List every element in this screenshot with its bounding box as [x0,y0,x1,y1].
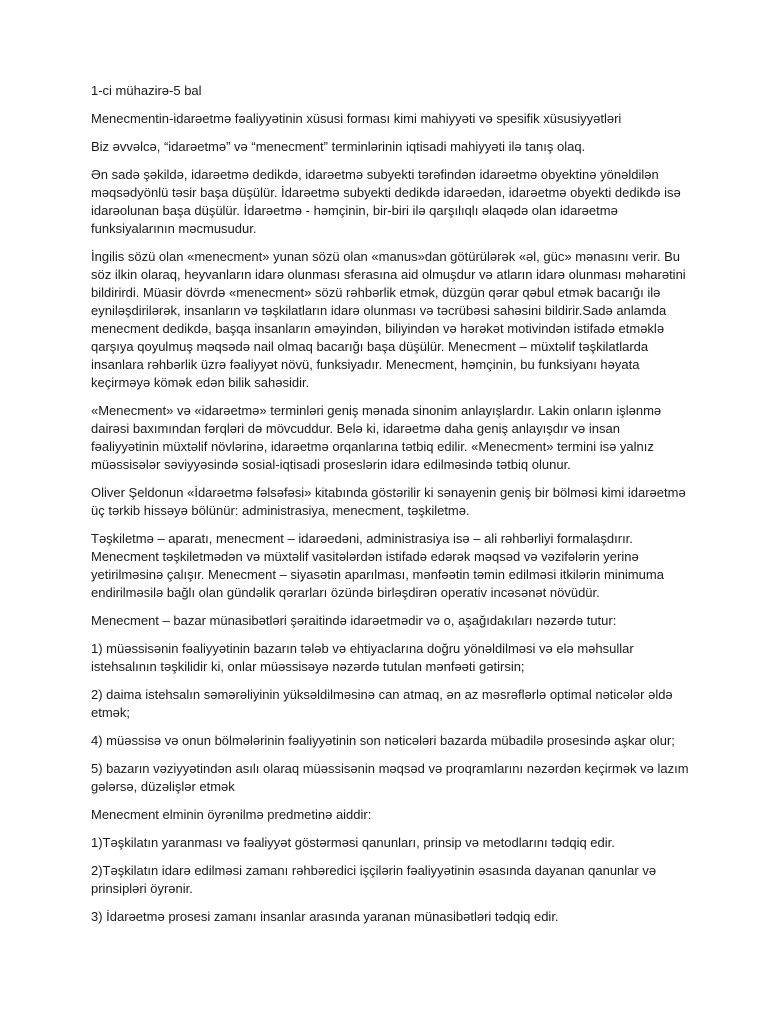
paragraph: Təşkiletmə – aparatı, menecment – idarəedəni, administrasiya isə – ali rəhbərliyi formalaşdırır. Menecment təşkiletmədən və müxtəlif vasitələrdən istifadə edərək məqsəd və vəzifələrin yerinə yetirilməsinə çalışır. Menecment – siyasətin aparılması, mənfəətin təmin edilməsi itkilərin minimuma endirilməsilə bağlı olan gündəlik qərarları özündə birləşdirən operativ incəsənət növüdür. [91,531,664,600]
list-item: 3) İdarəetmə prosesi zamanı insanlar arasında yaranan münasibətləri tədqiq edir. [91,909,559,924]
paragraph: İngilis sözü olan «menecment» yunan sözü olan «manus»dan götürülərək «əl, güc» mənasını verir. Bu söz ilkin olaraq, heyvanların idarə olunması sferasına aid olmuşdur və atların idarə olunması məharətini bildirirdi. Müasir dövrdə «menecment» sözü rəhbərlik etmək, düzgün qərar qəbul etmək bacarığı ilə eyniləşdirilərək, insanların və təşkilatların idarə olunması və təcrübəsi sahəsini bildirir.Sadə anlamda menecment dedikdə, başqa insanların əməyindən, biliyindən və hərəkət motivindən istifadə etməklə qarşıya qoyulmuş məqsədə nail olmaq bacarığı başa düşülür. Menecment – müxtəlif təşkilatlarda insanlara rəhbərlik üzrə fəaliyyət növü, funksiyadır. Menecment, həmçinin, bu funksiyanı həyata keçirməyə kömək edən bilik sahəsidir. [91,249,686,390]
list-item: 1)Təşkilatın yaranması və fəaliyyət göstərməsi qanunları, prinsip və metodlarını tədqiq edir. [91,835,615,850]
paragraph: Menecment – bazar münasibətləri şəraitində idarəetmədir və o, aşağıdakıları nəzərdə tutur: [91,613,617,628]
list-item: 2) daima istehsalın səmərəliyinin yüksəldilməsinə can atmaq, ən az məsrəflərlə optimal nəticələr əldə etmək; [91,687,673,720]
list-item: 2)Təşkilatın idarə edilməsi zamanı rəhbəredici işçilərin fəaliyyətinin əsasında dayanan qanunlar və prinsipləri öyrənir. [91,863,657,896]
paragraph: Biz əvvəlcə, “idarəetmə” və “menecment” terminlərinin iqtisadi mahiyyəti ilə tanış olaq. [91,139,586,154]
list-item: 4) müəssisə və onun bölmələrinin fəaliyyətinin son nəticələri bazarda mübadilə prosesində aşkar olur; [91,733,675,748]
paragraph: Oliver Şeldonun «İdarəetmə fəlsəfəsi» kitabında göstərilir ki sənayenin geniş bir bölməsi kimi idarəetmə üç tərkib hissəyə bölünür: administrasiya, menecment, təşkiletmə. [91,485,686,518]
list-item: 5) bazarın vəziyyətindən asılı olaraq müəssisənin məqsəd və proqramlarını nəzərdən keçirmək və lazım gələrsə, düzəlişlər etmək [91,761,689,794]
document-body [91,82,691,936]
lecture-heading: 1-ci mühazirə-5 bal [91,83,202,98]
paragraph: Menecment elminin öyrənilmə predmetinə aiddir: [91,807,372,822]
paragraph: Ən sadə şəkildə, idarəetmə dedikdə, idarəetmə subyekti tərəfindən idarəetmə obyektinə yönəldilən məqsədyönlü təsir başa düşülür. İdarəetmə subyekti dedikdə idarəedən, idarəetmə obyekti dedikdə isə idarəolunan başa düşülür. İdarəetmə - həmçinin, bir-biri ilə qarşılıqlı əlaqədə olan idarəetmə funksiyalarının məcmusudur. [91,167,681,236]
paragraph: «Menecment» və «idarəetmə» terminləri geniş mənada sinonim anlayışlardır. Lakin onların işlənmə dairəsi baxımından fərqləri də mövcuddur. Belə ki, idarəetmə daha geniş anlayışdır və insan fəaliyyətinin müxtəlif növlərinə, idarəetmə orqanlarına tətbiq edilir. «Menecment» termini isə yalnız müəssisələr səviyyəsində sosial-iqtisadi proseslərin idarə edilməsində tətbiq olunur. [91,403,662,472]
list-item: 1) müəssisənin fəaliyyətinin bazarın tələb və ehtiyaclarına doğru yönəldilməsi və elə məhsullar istehsalının təşkilidir ki, onlar müəssisəyə nəzərdə tutulan mənfəəti gətirsin; [91,641,634,674]
lecture-title: Menecmentin-idarəetmə fəaliyyətinin xüsusi forması kimi mahiyyəti və spesifik xüsusiyyətləri [91,111,622,126]
